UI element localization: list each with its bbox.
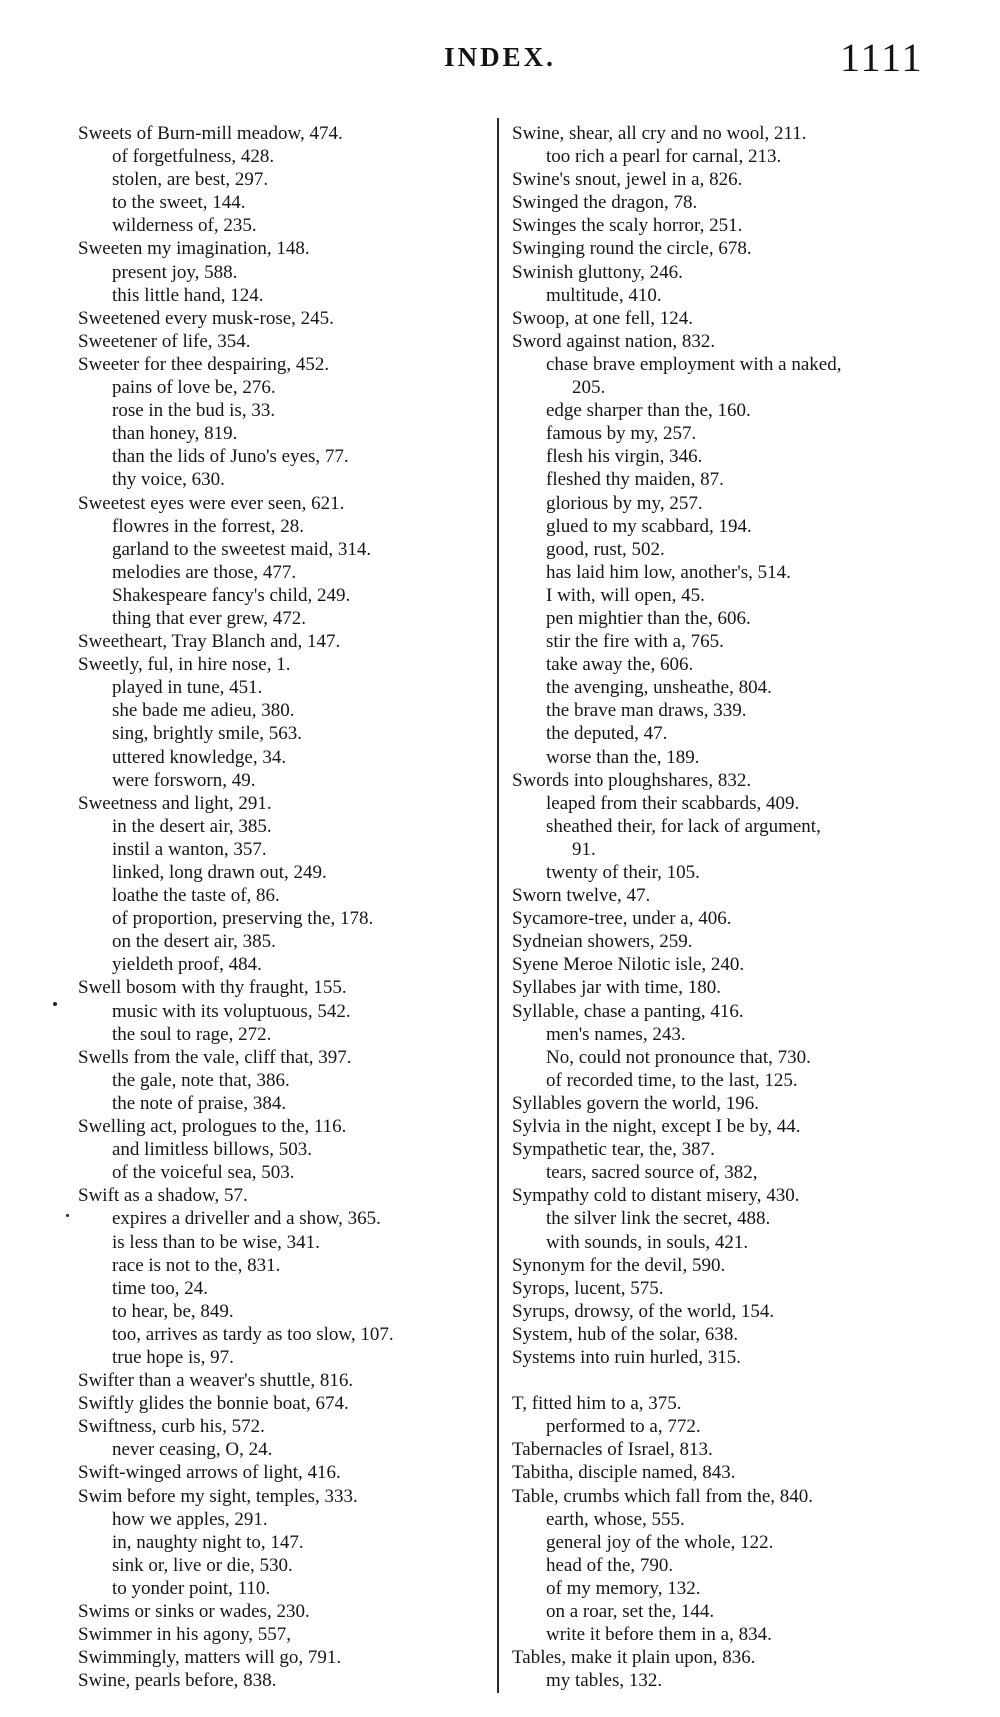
index-subentry: time too, 24. [112,1277,209,1299]
index-entry: Swine, pearls before, 838. [78,1670,277,1692]
index-subentry: 205. [572,377,606,399]
index-subentry: sink or, live or die, 530. [112,1554,293,1576]
index-subentry: good, rust, 502. [546,538,665,560]
index-subentry: rose in the bud is, 33. [112,400,276,422]
index-subentry: I with, will open, 45. [546,584,705,606]
index-subentry: head of the, 790. [546,1554,674,1576]
index-entry: Syrups, drowsy, of the world, 154. [512,1300,775,1322]
index-subentry: chase brave employment with a naked, [546,353,842,375]
index-subentry: yieldeth proof, 484. [112,954,262,976]
index-subentry: of forgetfulness, 428. [112,146,275,168]
index-subentry: this little hand, 124. [112,284,264,306]
index-entry: Swinged the dragon, 78. [512,192,698,214]
index-entry: Swim before my sight, temples, 333. [78,1485,358,1507]
blank-line [512,1369,942,1392]
index-subentry: the silver link the secret, 488. [546,1208,771,1230]
index-entry: Sweetened every musk-rose, 245. [78,307,334,329]
index-entry: Sweetener of life, 354. [78,330,251,352]
index-entry: Sweetest eyes were ever seen, 621. [78,492,345,514]
index-subentry: the brave man draws, 339. [546,700,747,722]
index-entry: Swimmingly, matters will go, 791. [78,1647,342,1669]
index-entry: Sworn twelve, 47. [512,885,651,907]
index-subentry: edge sharper than the, 160. [546,400,751,422]
index-subentry: played in tune, 451. [112,677,263,699]
index-subentry: too, arrives as tardy as too slow, 107. [112,1323,394,1345]
index-subentry: thing that ever grew, 472. [112,607,306,629]
index-subentry: No, could not pronounce that, 730. [546,1046,811,1068]
page-title: INDEX. [444,42,556,72]
index-entry: T, fitted him to a, 375. [512,1393,682,1415]
index-subentry: general joy of the whole, 122. [546,1531,774,1553]
index-subentry: write it before them in a, 834. [546,1624,772,1646]
index-subentry: to yonder point, 110. [112,1577,271,1599]
index-subentry: the note of praise, 384. [112,1092,287,1114]
index-entry: Systems into ruin hurled, 315. [512,1346,742,1368]
index-entry: Sweetness and light, 291. [78,792,272,814]
index-subentry: stir the fire with a, 765. [546,631,724,653]
index-entry: Swiftness, curb his, 572. [78,1416,265,1438]
index-subentry: with sounds, in souls, 421. [546,1231,749,1253]
index-subentry: men's names, 243. [546,1023,686,1045]
index-subentry: of proportion, preserving the, 178. [112,908,374,930]
index-subentry: she bade me adieu, 380. [112,700,295,722]
index-entry: Sydneian showers, 259. [512,931,693,953]
index-entry: Sweets of Burn-mill meadow, 474. [78,123,343,144]
index-subentry: worse than the, 189. [546,746,700,768]
index-entry: Sword against nation, 832. [512,330,716,352]
index-entry: Swimmer in his agony, 557, [78,1624,292,1646]
index-subentry: expires a driveller and a show, 365. [112,1208,381,1230]
index-subentry: pen mightier than the, 606. [546,607,751,629]
index-subentry: 91. [572,838,596,860]
index-subentry: sheathed their, for lack of argument, [546,815,821,837]
index-subentry: twenty of their, 105. [546,862,700,883]
index-entry: Table, crumbs which fall from the, 840. [512,1485,814,1507]
index-subentry: in, naughty night to, 147. [112,1531,304,1553]
index-entry: Syllable, chase a panting, 416. [512,1000,744,1022]
index-subentry: true hope is, 97. [112,1346,234,1368]
index-subentry: the soul to rage, 272. [112,1023,272,1045]
index-entry: Swiftly glides the bonnie boat, 674. [78,1393,349,1415]
index-subentry: Shakespeare fancy's child, 249. [112,584,351,606]
index-entry: Swine's snout, jewel in a, 826. [512,169,743,191]
index-subentry: than honey, 819. [112,423,238,445]
index-subentry: music with its voluptuous, 542. [112,1000,351,1022]
index-subentry: take away the, 606. [546,654,694,676]
index-entry: Swift-winged arrows of light, 416. [78,1462,341,1484]
index-entry: Swords into ploughshares, 832. [512,769,752,791]
index-subentry: garland to the sweetest maid, 314. [112,538,372,560]
index-subentry: stolen, are best, 297. [112,169,269,191]
index-entry: Sycamore-tree, under a, 406. [512,908,732,930]
index-subentry: famous by my, 257. [546,423,697,445]
index-entry: Swoop, at one fell, 124. [512,307,694,329]
index-subentry: earth, whose, 555. [546,1508,685,1530]
index-entry: Sweeter for thee despairing, 452. [78,353,330,375]
index-subentry: thy voice, 630. [112,469,225,491]
index-subentry: race is not to the, 831. [112,1254,281,1276]
index-subentry: present joy, 588. [112,261,238,283]
index-subentry: pains of love be, 276. [112,377,276,399]
index-subentry: is less than to be wise, 341. [112,1231,320,1253]
index-subentry: performed to a, 772. [546,1416,701,1438]
index-subentry: glued to my scabbard, 194. [546,515,752,537]
index-entry: Swinges the scaly horror, 251. [512,215,743,237]
index-subentry: leaped from their scabbards, 409. [546,792,800,814]
index-subentry: to the sweet, 144. [112,192,246,214]
index-subentry: never ceasing, O, 24. [112,1439,273,1461]
index-subentry: of the voiceful sea, 503. [112,1162,295,1184]
index-subentry: the deputed, 47. [546,723,668,745]
index-entry: Swine, shear, all cry and no wool, 211. [512,123,807,144]
index-subentry: flowres in the forrest, 28. [112,515,305,537]
index-subentry: in the desert air, 385. [112,815,272,837]
index-subentry: sing, brightly smile, 563. [112,723,302,745]
index-subentry: too rich a pearl for carnal, 213. [546,146,782,168]
index-subentry: the avenging, unsheathe, 804. [546,677,772,699]
index-entry: Tables, make it plain upon, 836. [512,1647,756,1669]
index-entry: Syllabes jar with time, 180. [512,977,721,999]
index-entry: Swells from the vale, cliff that, 397. [78,1046,352,1068]
index-subentry: has laid him low, another's, 514. [546,561,791,583]
index-subentry: tears, sacred source of, 382, [546,1162,758,1184]
index-subentry: of my memory, 132. [546,1577,701,1599]
index-subentry: my tables, 132. [546,1670,663,1692]
index-subentry: and limitless billows, 503. [112,1139,313,1161]
index-entry: Swims or sinks or wades, 230. [78,1601,310,1622]
index-entry: Sympathetic tear, the, 387. [512,1139,715,1161]
column-divider [497,118,499,1693]
index-subentry: instil a wanton, 357. [112,838,267,860]
index-entry: Sylvia in the night, except I be by, 44. [512,1116,801,1138]
index-subentry: how we apples, 291. [112,1508,268,1530]
index-entry: Sweeten my imagination, 148. [78,238,310,260]
index-entry: Swinging round the circle, 678. [512,238,752,260]
index-subentry: of recorded time, to the last, 125. [546,1069,798,1091]
index-subentry: melodies are those, 477. [112,561,297,583]
index-subentry: on the desert air, 385. [112,931,276,953]
index-subentry: than the lids of Juno's eyes, 77. [112,446,349,468]
index-entry: System, hub of the solar, 638. [512,1323,739,1345]
index-entry: Tabitha, disciple named, 843. [512,1462,736,1484]
index-entry: Tabernacles of Israel, 813. [512,1439,713,1461]
index-subentry: fleshed thy maiden, 87. [546,469,724,491]
index-subentry: the gale, note that, 386. [112,1069,290,1091]
index-entry: Sweetheart, Tray Blanch and, 147. [78,631,341,653]
index-entry: Syene Meroe Nilotic isle, 240. [512,954,745,976]
index-subentry: glorious by my, 257. [546,492,703,514]
scan-artifact-dot [66,1214,69,1217]
index-entry: Sympathy cold to distant misery, 430. [512,1185,800,1207]
scan-artifact-dot [53,1002,57,1006]
index-column-left [78,122,490,1692]
index-entry: Sweetly, ful, in hire nose, 1. [78,654,291,676]
index-entry: Swinish gluttony, 246. [512,261,683,283]
index-column-right [512,122,942,1692]
index-subentry: were forsworn, 49. [112,769,256,791]
index-subentry: loathe the taste of, 86. [112,885,280,907]
index-entry: Swifter than a weaver's shuttle, 816. [78,1370,354,1392]
index-entry: Swell bosom with thy fraught, 155. [78,977,347,999]
index-subentry: multitude, 410. [546,284,662,306]
index-entry: Synonym for the devil, 590. [512,1254,726,1276]
index-entry: Swift as a shadow, 57. [78,1185,248,1207]
index-subentry: flesh his virgin, 346. [546,446,703,468]
page-number: 1111 [840,35,924,80]
index-subentry: wilderness of, 235. [112,215,257,237]
index-entry: Syllables govern the world, 196. [512,1092,759,1114]
index-entry: Swelling act, prologues to the, 116. [78,1116,347,1138]
index-subentry: uttered knowledge, 34. [112,746,287,768]
index-subentry: on a roar, set the, 144. [546,1601,715,1622]
index-subentry: to hear, be, 849. [112,1300,234,1322]
index-subentry: linked, long drawn out, 249. [112,862,327,883]
index-entry: Syrops, lucent, 575. [512,1277,664,1299]
